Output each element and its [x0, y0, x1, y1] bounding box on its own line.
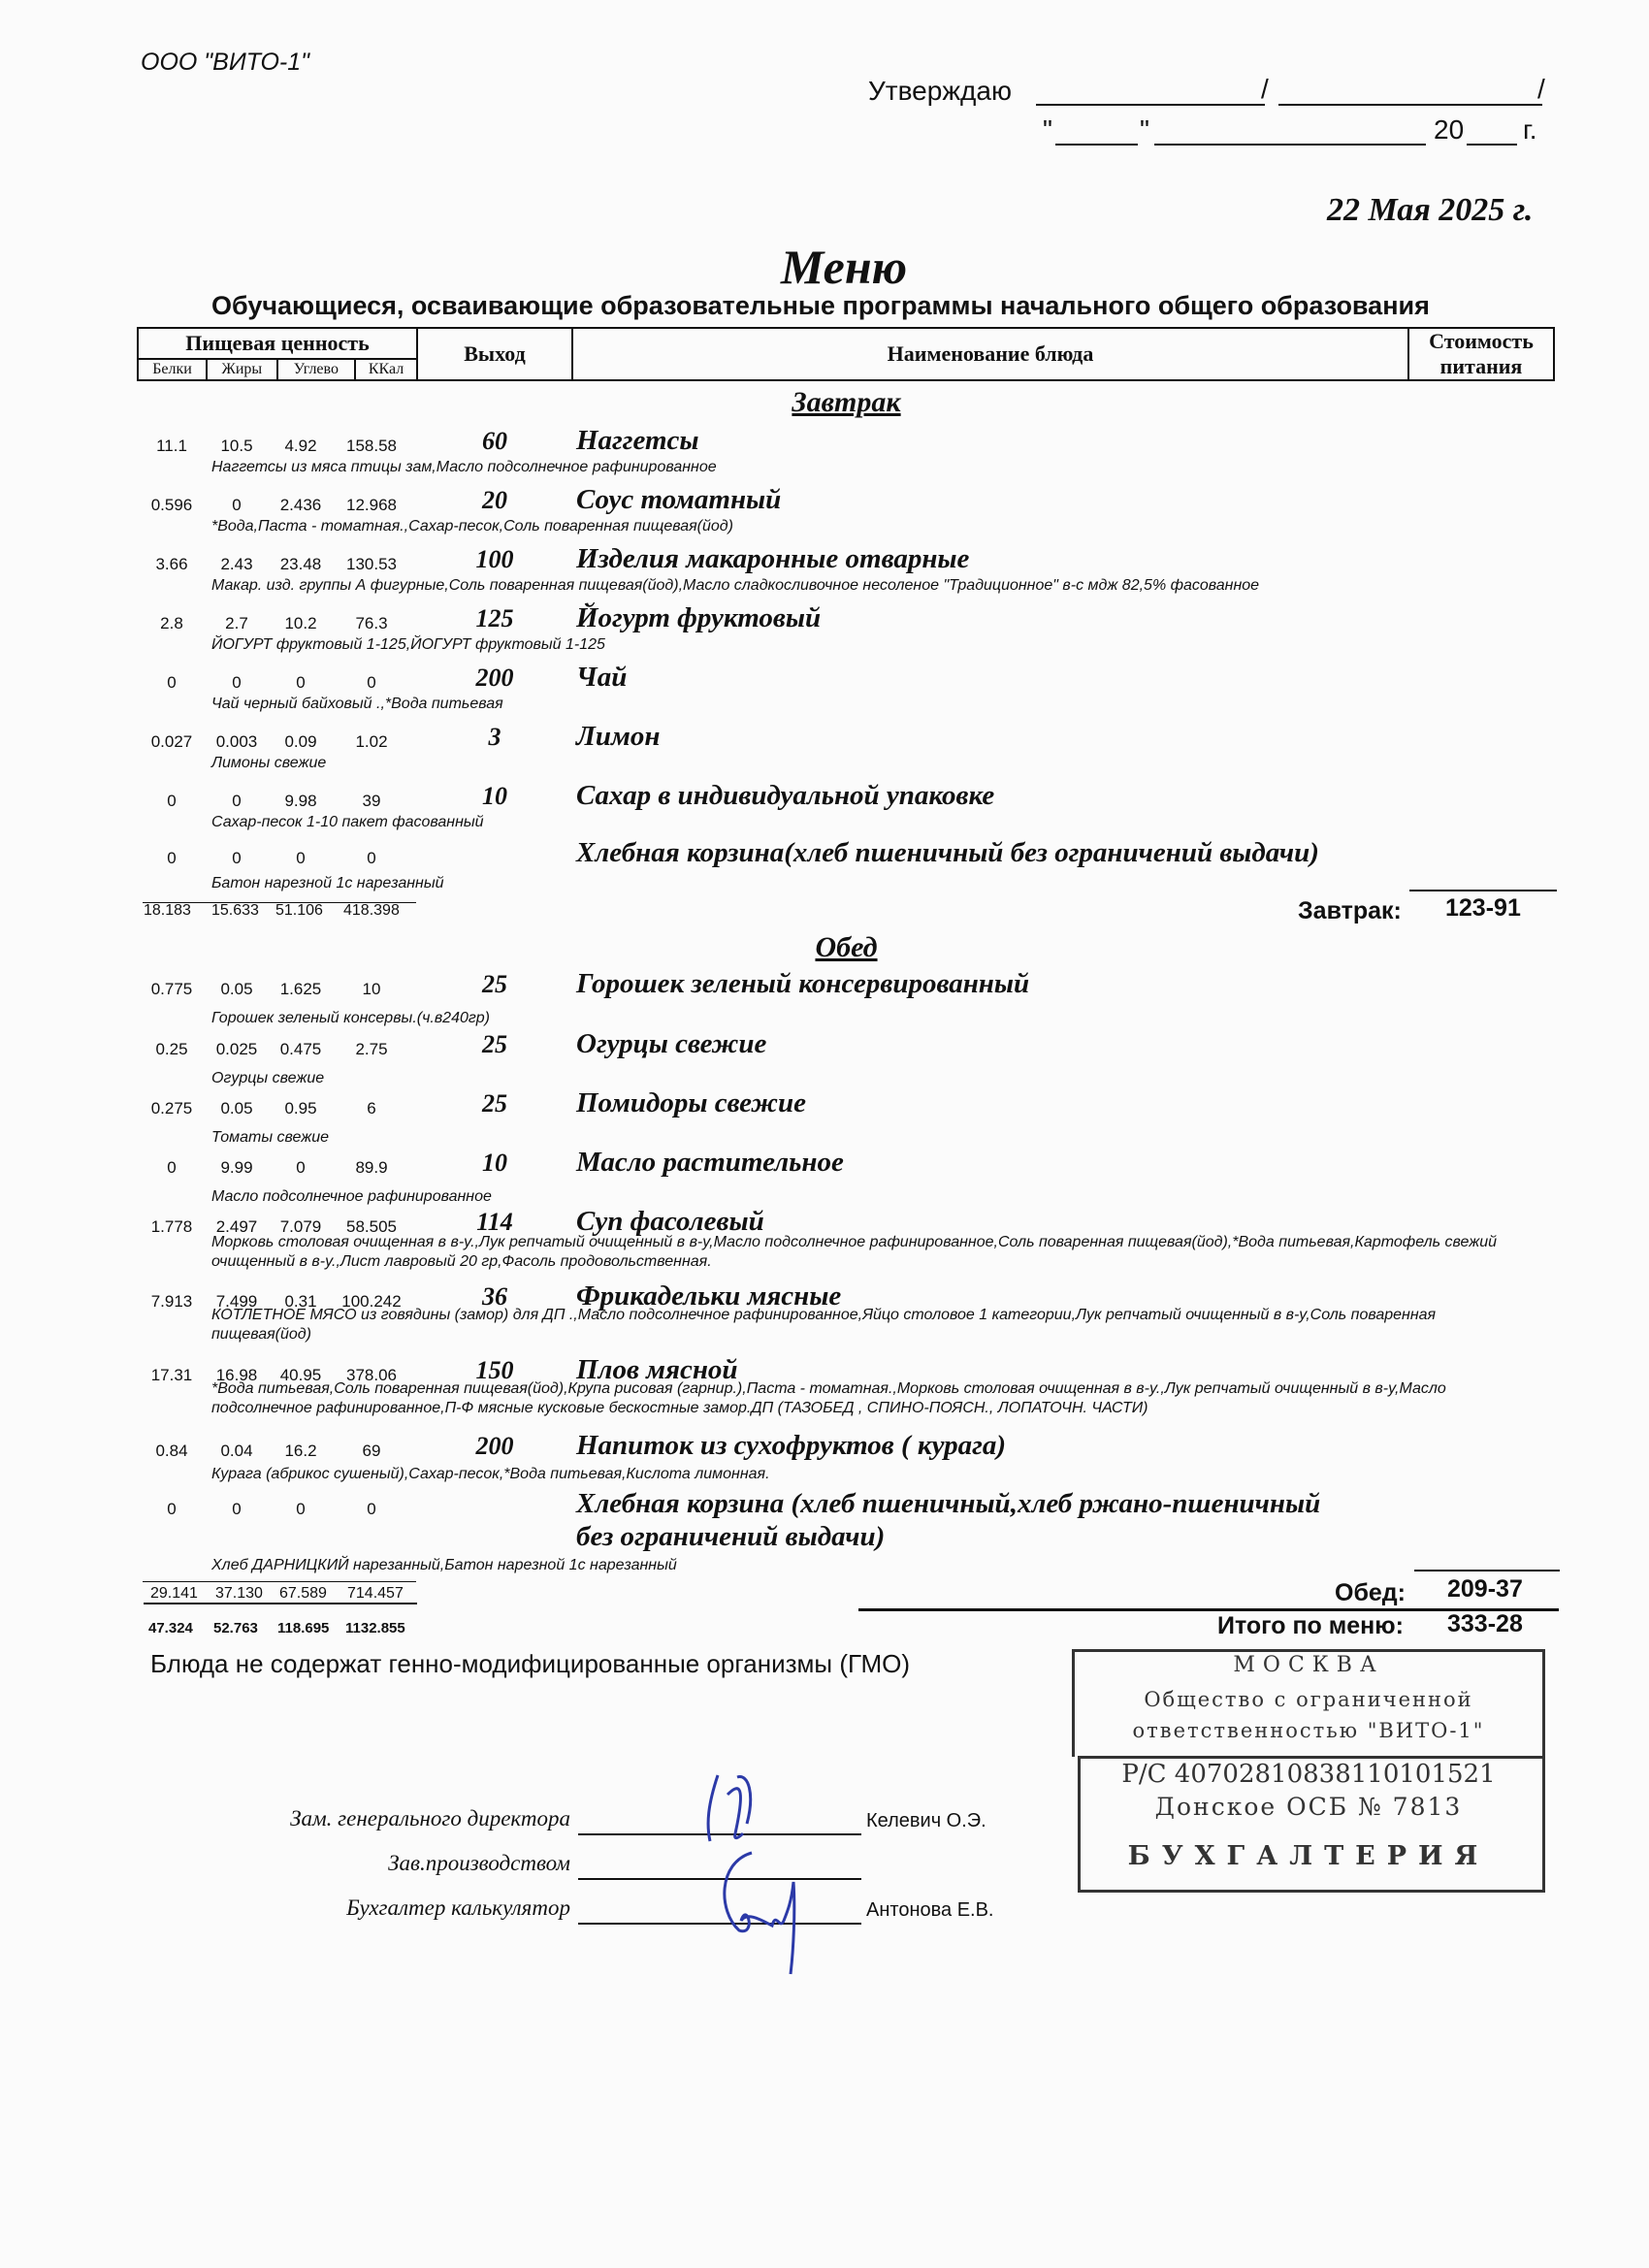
item-output: 114 [476, 1208, 513, 1236]
item-ingredients: Томаты свежие [211, 1129, 330, 1146]
item-dish-name: Чай [576, 662, 628, 693]
item-dish-name: Горошек зеленый консервированный [576, 968, 1030, 999]
item-fats: 0 [232, 792, 242, 810]
approve-year-prefix: 20 [1434, 114, 1465, 145]
total-label: Итого по меню: [1217, 1612, 1404, 1639]
item-carbs: 4.92 [284, 437, 317, 455]
menu-item-row [0, 602, 1649, 653]
grand-total-carbs: 118.695 [277, 1620, 330, 1636]
section-breakfast-title: Завтрак [792, 386, 901, 418]
item-carbs: 9.98 [284, 792, 317, 810]
breakfast-total-carbs: 51.106 [275, 902, 323, 919]
menu-item-row [0, 837, 1649, 891]
item-kcal: 378.06 [346, 1366, 397, 1384]
stamp-city: МОСКВА [1233, 1653, 1384, 1677]
item-output: 36 [482, 1282, 507, 1311]
breakfast-sum-line [1409, 890, 1557, 891]
grand-total-kcal: 1132.855 [345, 1620, 405, 1636]
header-cost: Стоимость питания [1408, 328, 1554, 380]
item-dish-name: Масло растительное [576, 1147, 844, 1178]
item-fats: 2.43 [220, 555, 253, 573]
item-carbs: 16.2 [284, 1442, 317, 1460]
stamp-account: Р/С 40702810838110101521 [1121, 1760, 1496, 1789]
menu-table-header [137, 327, 1555, 381]
item-fats: 0.003 [215, 732, 258, 751]
company-stamp [1072, 1649, 1545, 1892]
item-carbs: 40.95 [279, 1366, 322, 1384]
item-kcal: 39 [362, 792, 381, 810]
item-proteins: 0 [167, 792, 177, 810]
item-fats: 0.05 [220, 980, 253, 998]
item-ingredients: Масло подсолнечное рафинированное [211, 1188, 492, 1205]
lunch-total-kcal: 714.457 [347, 1585, 404, 1602]
item-dish-name: Йогурт фруктовый [576, 602, 822, 633]
handwritten-signatures [679, 1766, 854, 1989]
item-carbs: 0 [296, 673, 306, 692]
item-fats: 16.98 [215, 1366, 258, 1384]
item-proteins: 3.66 [155, 555, 188, 573]
menu-item-row [0, 1147, 1649, 1205]
breakfast-sum-label: Завтрак: [1298, 897, 1402, 924]
menu-item-row [0, 1354, 1649, 1416]
item-fats: 0 [232, 849, 242, 867]
item-kcal: 69 [362, 1442, 381, 1460]
item-fats: 0.025 [215, 1040, 258, 1058]
grand-total-proteins: 47.324 [148, 1620, 193, 1636]
item-proteins: 0 [167, 1500, 177, 1518]
item-dish-name: Наггетсы [576, 425, 699, 456]
stamp-line-2: ответственностью "ВИТО-1" [1132, 1719, 1485, 1742]
signature-accountant [725, 1853, 794, 1974]
item-output: 25 [482, 1089, 507, 1118]
menu-item-row [0, 1280, 1649, 1343]
item-dish-name: Помидоры свежие [576, 1087, 806, 1118]
item-proteins: 0.596 [150, 496, 193, 514]
header-fats: Жиры [207, 359, 277, 380]
approve-line-1 [1036, 104, 1265, 106]
item-fats: 2.497 [215, 1217, 258, 1236]
grand-total-fats: 52.763 [213, 1620, 258, 1636]
item-output: 10 [482, 1149, 507, 1177]
item-proteins: 17.31 [150, 1366, 193, 1384]
item-dish-name: Хлебная корзина (хлеб пшеничный,хлеб ржано-пшеничный [576, 1488, 1321, 1519]
item-ingredients: КОТЛЕТНОЕ МЯСО из говядины (замор) для ДП .,Масло подсолнечное рафинированное,Яйцо столовое 1 категории,Лук репчатый очищенный в в-у,Соль поваренная пищевая(йод) [211, 1307, 1437, 1343]
item-ingredients: Лимоны свежие [211, 755, 327, 771]
breakfast-total-fats: 15.633 [211, 902, 259, 919]
item-ingredients: Курага (абрикос сушеный),Сахар-песок,*Вода питьевая,Кислота лимонная. [211, 1466, 770, 1482]
menu-item-row [0, 780, 1649, 830]
item-kcal: 58.505 [346, 1217, 397, 1236]
breakfast-total-kcal: 418.398 [343, 902, 400, 919]
lunch-total-fats: 37.130 [215, 1585, 263, 1602]
item-ingredients: Хлеб ДАРНИЦКИЙ нарезанный,Батон нарезной 1с нарезанный [211, 1557, 677, 1573]
header-proteins: Белки [138, 359, 207, 380]
approve-line-2 [1278, 104, 1542, 106]
approve-quote-close: " [1140, 114, 1149, 145]
gmo-note: Блюда не содержат генно-модифицированные организмы (ГМО) [150, 1649, 910, 1678]
lunch-total-carbs: 67.589 [279, 1585, 327, 1602]
item-carbs: 1.625 [279, 980, 322, 998]
item-dish-name: Напиток из сухофруктов ( курага) [576, 1430, 1006, 1461]
menu-date: 22 Мая 2025 г. [1327, 192, 1534, 228]
item-dish-name: Лимон [576, 721, 661, 752]
menu-item-row [0, 425, 1649, 475]
item-fats: 2.7 [225, 614, 248, 632]
item-kcal: 76.3 [355, 614, 388, 632]
item-ingredients: Сахар-песок 1-10 пакет фасованный [211, 814, 484, 830]
sig-name-deputy: Келевич О.Э. [866, 1810, 986, 1831]
approve-day-line [1055, 144, 1138, 146]
item-carbs: 2.436 [279, 496, 322, 514]
item-dish-name: Соус томатный [576, 484, 782, 515]
item-kcal: 89.9 [355, 1158, 388, 1177]
item-carbs: 0.31 [284, 1292, 317, 1311]
item-fats: 0 [232, 673, 242, 692]
menu-item-row [0, 1028, 1649, 1086]
item-ingredients: Горошек зеленый консервы.(ч.в240гр) [211, 1010, 490, 1026]
menu-item-row [0, 1430, 1649, 1482]
item-kcal: 2.75 [355, 1040, 388, 1058]
item-dish-name: Фрикадельки мясные [576, 1280, 842, 1312]
item-fats: 0 [232, 496, 242, 514]
item-proteins: 0.775 [150, 980, 193, 998]
item-dish-name: Хлебная корзина(хлеб пшеничный без ограничений выдачи) [576, 837, 1319, 868]
item-carbs: 0 [296, 1500, 306, 1518]
item-ingredients: Макар. изд. группы А фигурные,Соль поваренная пищевая(йод),Масло сладкосливочное несоленое "Традиционное" в-с мдж 82,5% фасованное [211, 577, 1260, 594]
item-proteins: 0.84 [155, 1442, 188, 1460]
item-ingredients: Огурцы свежие [211, 1070, 325, 1086]
sig-role-production: Зав.производством [388, 1851, 570, 1875]
page-title: Меню [780, 240, 908, 294]
item-ingredients: Наггетсы из мяса птицы зам,Масло подсолнечное рафинированное [211, 459, 717, 475]
grand-totals-line [144, 1603, 417, 1604]
item-carbs: 0.475 [279, 1040, 322, 1058]
item-kcal: 6 [367, 1099, 376, 1118]
page-subtitle: Обучающиеся, осваивающие образовательные программы начального общего образования [211, 291, 1430, 320]
approve-slash-2: / [1537, 74, 1545, 104]
item-dish-name: Сахар в индивидуальной упаковке [576, 780, 995, 811]
header-carbs: Углево [277, 359, 355, 380]
header-output: Выход [417, 328, 572, 380]
item-dish-name: Огурцы свежие [576, 1028, 767, 1059]
item-proteins: 0 [167, 849, 177, 867]
menu-item-row [0, 1206, 1649, 1270]
menu-item-row [0, 968, 1649, 1026]
item-proteins: 0.25 [155, 1040, 188, 1058]
item-proteins: 0 [167, 1158, 177, 1177]
item-ingredients: Морковь столовая очищенная в в-у.,Лук репчатый очищенный в в-у,Масло подсолнечное рафинированное,Соль поваренная пищевая(йод),*Вода питьевая,Картофель свежий очищенный в в-у.,Лист лавровый 20 гр,Фасоль продовольственная. [211, 1234, 1498, 1270]
item-proteins: 2.8 [160, 614, 183, 632]
item-kcal: 130.53 [346, 555, 397, 573]
item-output: 200 [475, 1432, 514, 1460]
lunch-sum-value: 209-37 [1447, 1575, 1523, 1603]
menu-item-row [0, 1087, 1649, 1146]
item-output: 200 [475, 664, 514, 692]
item-output: 100 [475, 545, 514, 573]
item-carbs: 0 [296, 849, 306, 867]
item-carbs: 7.079 [279, 1217, 322, 1236]
stamp-dept: БУХГАЛТЕРИЯ [1127, 1841, 1490, 1871]
item-proteins: 0 [167, 673, 177, 692]
stamp-bank: Донское ОСБ № 7813 [1154, 1793, 1463, 1821]
item-ingredients: ЙОГУРТ фруктовый 1-125,ЙОГУРТ фруктовый 1-125 [211, 636, 605, 653]
item-output: 125 [475, 604, 514, 632]
item-proteins: 0.275 [150, 1099, 193, 1118]
item-kcal: 158.58 [346, 437, 397, 455]
item-dish-name-cont: без ограничений выдачи) [576, 1521, 886, 1552]
approve-slash-1: / [1261, 74, 1269, 104]
item-dish-name: Изделия макаронные отварные [576, 543, 970, 574]
item-fats: 0 [232, 1500, 242, 1518]
header-dish-name: Наименование блюда [572, 328, 1408, 380]
lunch-sum-label: Обед: [1335, 1579, 1406, 1606]
item-kcal: 0 [367, 673, 376, 692]
sig-role-accountant: Бухгалтер калькулятор [346, 1895, 570, 1920]
item-kcal: 12.968 [346, 496, 397, 514]
menu-item-row [0, 721, 1649, 771]
item-output: 10 [482, 782, 507, 810]
item-dish-name: Плов мясной [576, 1354, 738, 1385]
item-kcal: 1.02 [355, 732, 388, 751]
item-dish-name: Суп фасолевый [576, 1206, 764, 1237]
sig-name-accountant: Антонова Е.В. [866, 1899, 994, 1921]
stamp-line-1: Общество с ограниченной [1144, 1688, 1473, 1711]
breakfast-total-proteins: 18.183 [144, 902, 191, 919]
item-ingredients: Батон нарезной 1с нарезанный [211, 875, 444, 891]
item-ingredients: *Вода,Паста - томатная.,Сахар-песок,Соль поваренная пищевая(йод) [211, 518, 733, 535]
item-carbs: 0 [296, 1158, 306, 1177]
section-lunch-title: Обед [815, 931, 878, 963]
item-output: 150 [475, 1356, 514, 1384]
item-output: 25 [482, 1030, 507, 1058]
lunch-sum-line [1414, 1570, 1560, 1571]
menu-item-row [0, 662, 1649, 712]
menu-item-row [0, 484, 1649, 535]
approve-year-suffix: г. [1523, 114, 1537, 145]
breakfast-sum-value: 123-91 [1445, 894, 1521, 922]
item-proteins: 1.778 [150, 1217, 193, 1236]
item-carbs: 0.09 [284, 732, 317, 751]
item-proteins: 0.027 [150, 732, 193, 751]
item-output: 20 [482, 486, 507, 514]
item-carbs: 0.95 [284, 1099, 317, 1118]
item-kcal: 0 [367, 849, 376, 867]
total-value: 333-28 [1447, 1610, 1523, 1637]
item-fats: 0.04 [220, 1442, 253, 1460]
approve-month-line [1154, 144, 1426, 146]
company-name: ООО "ВИТО-1" [141, 49, 309, 76]
item-output: 25 [482, 970, 507, 998]
lunch-total-proteins: 29.141 [150, 1585, 198, 1602]
item-kcal: 10 [362, 980, 381, 998]
signature-deputy [708, 1775, 751, 1841]
item-proteins: 11.1 [156, 437, 187, 455]
menu-item-row [0, 543, 1649, 594]
item-fats: 10.5 [220, 437, 253, 455]
item-fats: 9.99 [220, 1158, 253, 1177]
header-nutrition: Пищевая ценность [138, 328, 417, 359]
approve-year-line [1467, 144, 1517, 146]
header-kcal: ККал [355, 359, 417, 380]
item-output: 3 [488, 723, 501, 751]
item-carbs: 23.48 [279, 555, 322, 573]
item-ingredients: Чай черный байховый .,*Вода питьевая [211, 696, 503, 712]
item-fats: 0.05 [220, 1099, 253, 1118]
item-kcal: 100.242 [341, 1292, 402, 1311]
item-ingredients: *Вода питьевая,Соль поваренная пищевая(йод),Крупа рисовая (гарнир.),Паста - томатная.,Морковь столовая очищенная в в-у.,Лук репчатый очищенный в в-у,Масло подсолнечное рафинированное,П-Ф мясные кусковые бескостные замор.ДП (ТАЗОБЕД , СПИНО-ПОЯСН., ЛОПАТОЧН. ЧАСТИ) [211, 1380, 1446, 1416]
sig-role-deputy: Зам. генерального директора [290, 1806, 570, 1831]
item-proteins: 7.913 [150, 1292, 193, 1311]
item-fats: 7.499 [215, 1292, 258, 1311]
item-output: 60 [482, 427, 507, 455]
item-kcal: 0 [367, 1500, 376, 1518]
item-carbs: 10.2 [284, 614, 317, 632]
approve-quote-open: " [1043, 114, 1052, 145]
approve-label: Утверждаю [868, 76, 1012, 106]
lunch-totals-line [143, 1581, 416, 1582]
menu-item-row [0, 1488, 1649, 1573]
